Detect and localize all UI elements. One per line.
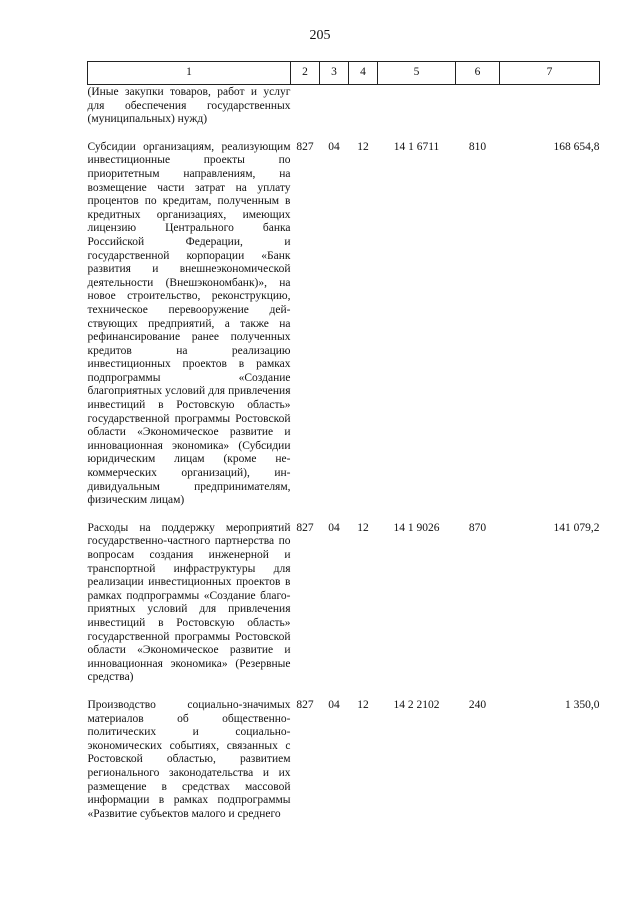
column-number-header: 2 bbox=[291, 62, 320, 85]
expense-name: Производство социально-значимых материалов об общественно-политических и социально-экономических событиях, связанных с Ростовской областью, развитием регионального законодательства и их размещение в средствах массовой информации в рамках подпрограммы «Развитие субъектов малого и среднего bbox=[87, 698, 291, 820]
column-number-header: 4 bbox=[349, 62, 378, 85]
expense-type-code: 810 bbox=[468, 140, 487, 153]
expense-type-code bbox=[456, 85, 500, 127]
amount: 141 079,2 bbox=[553, 521, 600, 534]
target-article-code: 14 2 2102 bbox=[393, 698, 440, 711]
expense-name: Субсидии организациям, реализующим инвестиционные проекты по приоритетным направлениям, на возмещение части затрат на уплату процентов по кредитам, полученным в кредитных организациях, имеющих лицензию Центрального банка Российской Федерации, и государственной корпорации «Банк развития и внешнеэкономической деятельности (Внешэкономбанк)», на новое строительство, реконструкцию, техническое перевооружение действующих предприятий, а также на рефинансирование ранее полученных кредитов на реализацию инвестиционных проектов в рамках подпрограммы «Создание благоприятных условий для привлечения инвестиций в Ростовскую область» государственной программы Ростовской области «Экономическое развитие и инновационная экономика» (Субсидии юридическим лицам (кроме некоммерческих организаций), индивидуальным предпринимателям, физическим лицам) bbox=[87, 140, 291, 507]
section-code bbox=[320, 85, 349, 127]
expense-type-code: 870 bbox=[468, 521, 487, 534]
section-code: 04 bbox=[328, 521, 340, 534]
ministry-code: 827 bbox=[296, 521, 314, 534]
amount bbox=[500, 85, 600, 127]
expense-name: Расходы на поддержку мероприятий государственно-частного партнерства по вопросам создания инженерной и транспортной инфраструктуры для реализации инвестиционных проектов в рамках подпрограммы «Создание благоприятных условий для привлечения инвестиций в Ростовскую область» государственной программы Ростовской области «Экономическое развитие и инновационная экономика» (Резервные средства) bbox=[87, 521, 291, 684]
column-number-row bbox=[88, 62, 600, 85]
column-number-header: 1 bbox=[88, 62, 291, 85]
table-row bbox=[88, 508, 600, 685]
target-article-code bbox=[378, 85, 456, 127]
amount: 168 654,8 bbox=[553, 140, 600, 153]
target-article-code: 14 1 6711 bbox=[393, 140, 440, 153]
amount: 1 350,0 bbox=[565, 698, 600, 711]
target-article-code: 14 1 9026 bbox=[393, 521, 440, 534]
budget-table bbox=[87, 61, 600, 821]
section-code: 04 bbox=[328, 698, 340, 711]
section-code: 04 bbox=[328, 140, 340, 153]
column-number-header: 6 bbox=[456, 62, 500, 85]
ministry-code bbox=[291, 85, 320, 127]
subsection-code bbox=[349, 85, 378, 127]
subsection-code: 12 bbox=[357, 140, 369, 153]
subsection-code: 12 bbox=[357, 698, 369, 711]
ministry-code: 827 bbox=[296, 140, 314, 153]
expense-name: (Иные закупки товаров, работ и услуг для обеспечения государственных (муниципальных) нужд) bbox=[87, 86, 291, 126]
column-number-header: 5 bbox=[378, 62, 456, 85]
page-number: 205 bbox=[309, 28, 331, 43]
table-row bbox=[88, 85, 600, 127]
column-number-header: 3 bbox=[320, 62, 349, 85]
column-number-header: 7 bbox=[500, 62, 600, 85]
table-row bbox=[88, 127, 600, 508]
subsection-code: 12 bbox=[357, 521, 369, 534]
expense-type-code: 240 bbox=[468, 698, 487, 711]
ministry-code: 827 bbox=[296, 698, 314, 711]
table-row bbox=[88, 685, 600, 821]
